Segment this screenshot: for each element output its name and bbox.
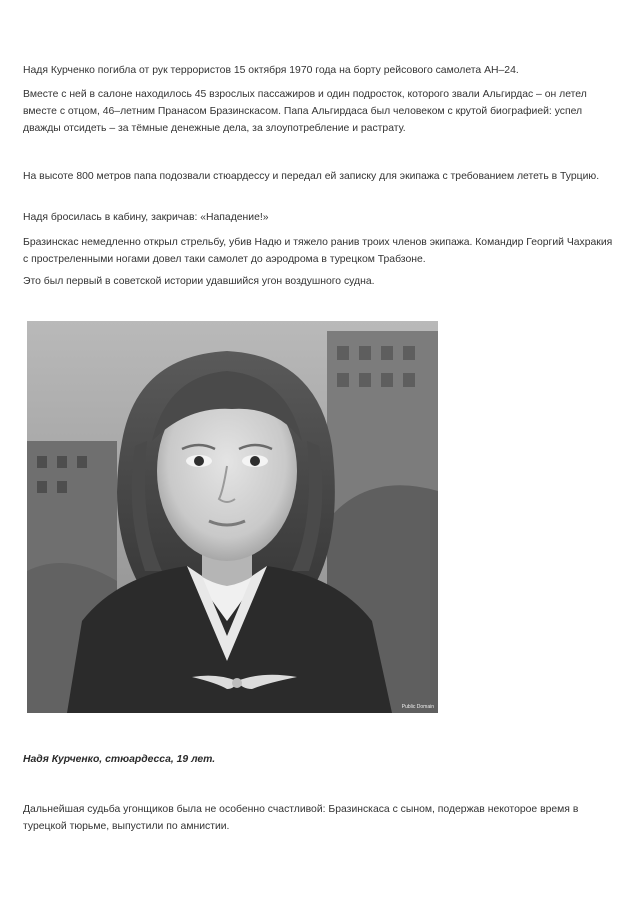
photo-caption: Надя Курченко, стюардесса, 19 лет.	[23, 754, 216, 765]
paragraph-3: На высоте 800 метров папа подозвали стюардессу и передал ей записку для экипажа с требованием лететь в Турцию.	[23, 171, 600, 182]
paragraph-2: Вместе с ней в салоне находилось 45 взрослых пассажиров и один подросток, которого звали Альгирдас – он летел вместе с отцом, 46–летним Пранасом Бразинскасом. Папа Альгирдаса был человеком с крутой биографией: успел дважды отсидеть – за тёмные денежные дела, за злоупотребление и растрату.	[23, 89, 587, 134]
paragraph-1: Надя Курченко погибла от рук террористов 15 октября 1970 года на борту рейсового самолета АН–24.	[23, 65, 519, 76]
paragraph-5: Бразинскас немедленно открыл стрельбу, убив Надю и тяжело ранив троих членов экипажа. Командир Георгий Чахракия с простреленными ногами довел таки самолет до аэродрома в турецком Трабзоне.	[23, 237, 613, 265]
portrait-illustration	[27, 321, 438, 713]
photo-watermark: Public Domain	[401, 704, 434, 710]
paragraph-6: Это был первый в советской истории удавшийся угон воздушного судна.	[23, 276, 375, 287]
portrait-photo	[27, 321, 438, 713]
paragraph-4: Надя бросилась в кабину, закричав: «Нападение!»	[23, 212, 269, 223]
closing-paragraph: Дальнейшая судьба угонщиков была не особенно счастливой: Бразинскаса с сыном, подержав некоторое время в турецкой тюрьме, выпустили по амнистии.	[23, 804, 579, 832]
